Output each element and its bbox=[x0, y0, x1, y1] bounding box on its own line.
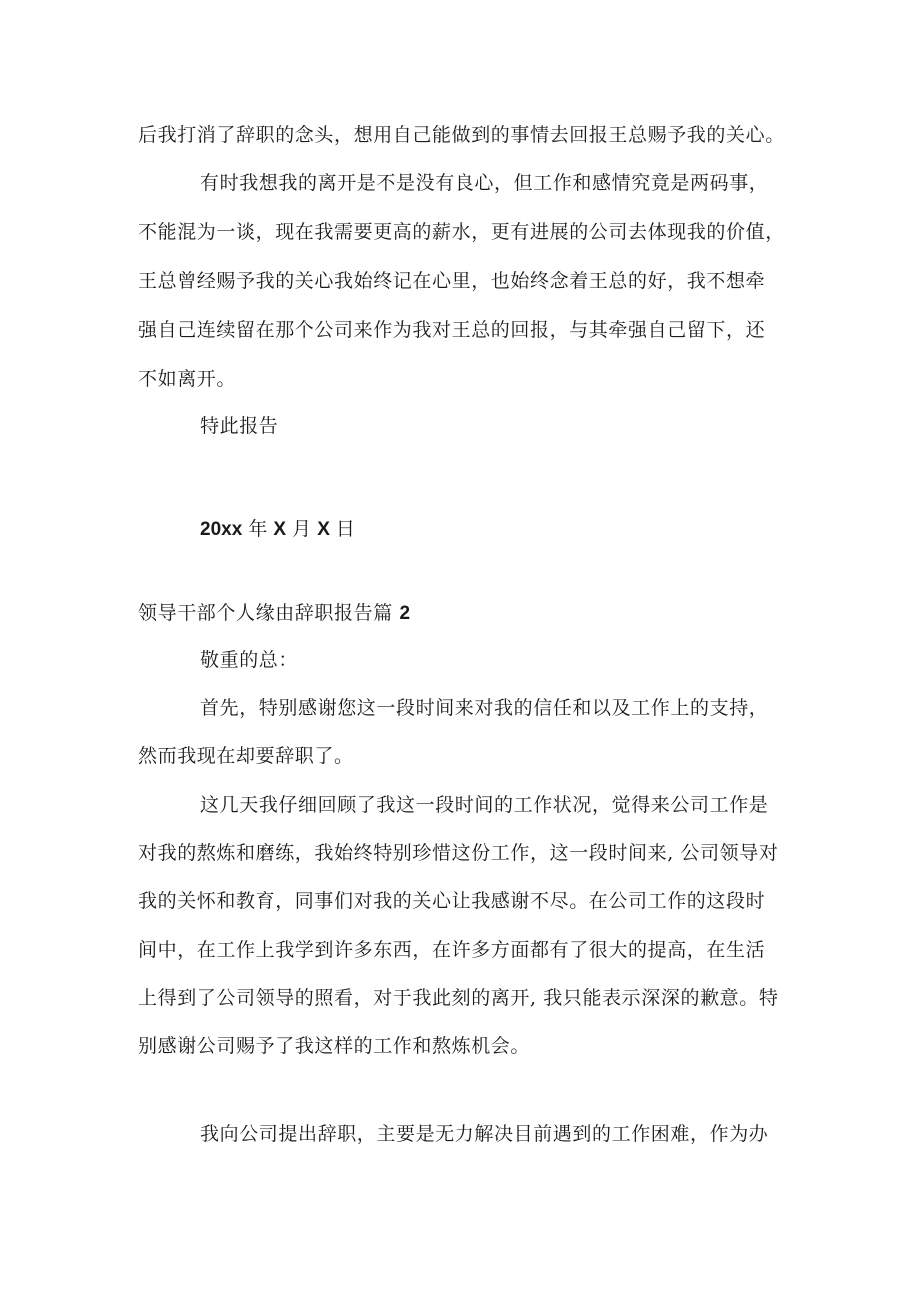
date-day: X bbox=[317, 519, 330, 540]
date-day-unit: 日 bbox=[335, 518, 355, 540]
paragraph-line: 有时我想我的离开是不是没有良心，但工作和感情究竟是两码事， bbox=[200, 172, 769, 194]
report-date bbox=[200, 516, 355, 543]
paragraph-line: 间中，在工作上我学到许多东西，在许多方面都有了很大的提高，在生活 bbox=[138, 939, 766, 961]
paragraph-line: 强自己连续留在那个公司来作为我对王总的回报，与其牵强自己留下，还 bbox=[138, 319, 766, 341]
section-title-number: 2 bbox=[399, 603, 411, 624]
paragraph-line: 后我打消了辞职的念头，想用自己能做到的事情去回报王总赐予我的关心。 bbox=[138, 124, 785, 146]
paragraph-line: 我向公司提出辞职，主要是无力解决目前遇到的工作困难，作为办 bbox=[200, 1123, 769, 1145]
paragraph-line: 不能混为一谈，现在我需要更高的薪水，更有进展的公司去体现我的价值， bbox=[138, 221, 785, 243]
date-year-unit: 年 bbox=[248, 518, 268, 540]
section-title-text: 领导干部个人缘由辞职报告篇 bbox=[138, 602, 393, 624]
paragraph-line: 不如离开。 bbox=[138, 368, 237, 390]
paragraph-line: 这几天我仔细回顾了我这一段时间的工作状况，觉得来公司工作是 bbox=[200, 794, 769, 816]
paragraph-line: 对我的熬炼和磨练，我始终特别珍惜这份工作，这一段时间来, 公司领导对 bbox=[138, 842, 779, 864]
section-title bbox=[138, 600, 798, 627]
date-year: 20xx bbox=[200, 519, 243, 540]
paragraph-line: 别感谢公司赐予了我这样的工作和熬炼机会。 bbox=[138, 1035, 531, 1057]
paragraph-line: 首先，特别感谢您这一段时间来对我的信任和以及工作上的支持， bbox=[200, 697, 769, 719]
date-month-unit: 月 bbox=[292, 518, 312, 540]
paragraph-line: 王总曾经赐予我的关心我始终记在心里，也始终念着王总的好，我不想牵 bbox=[138, 270, 766, 292]
date-month: X bbox=[273, 519, 287, 540]
paragraph-line: 然而我现在却要辞职了。 bbox=[138, 745, 354, 767]
salutation: 敬重的总： bbox=[200, 649, 299, 671]
paragraph-line: 我的关怀和教育，同事们对我的关心让我感谢不尽。在公司工作的这段时 bbox=[138, 890, 766, 912]
closing-phrase: 特此报告 bbox=[200, 415, 279, 437]
paragraph-line: 上得到了公司领导的照看，对于我此刻的离开, 我只能表示深深的歉意。特 bbox=[138, 987, 779, 1009]
